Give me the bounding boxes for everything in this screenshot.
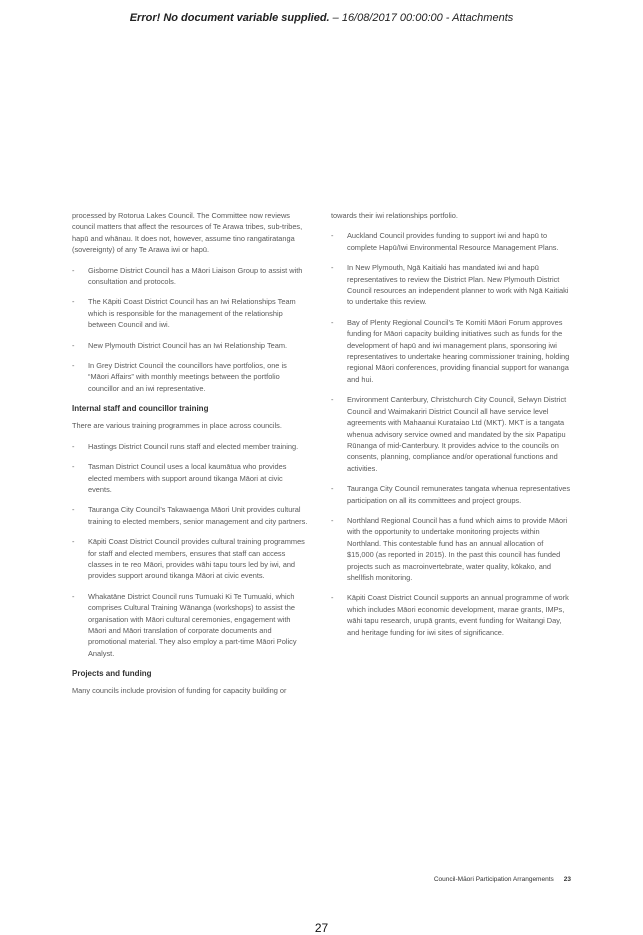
list-item: - In New Plymouth, Ngā Kaitiaki has mandated iwi and hapū representatives to review the District Plan. New Plymouth District Council resources an independent planner to work with Ngā Kaitiaki to undertake this review.	[331, 262, 571, 308]
training-para: There are various training programmes in place across councils.	[72, 421, 282, 431]
list-item: - Northland Regional Council has a fund which aims to provide Māori with the opportunity to undertake monitoring projects within Northland. This contestable fund has an annual allocation of $15,000 (as reported in 2015). In the past this council has funded projects such as macroinvertebrate, water quality, kōkako, and shellfish monitoring.	[331, 515, 571, 583]
right-intro: towards their iwi relationships portfolio.	[331, 211, 458, 220]
list-item: - Gisborne District Council has a Māori Liaison Group to assist with consultation and protocols.	[72, 265, 308, 288]
left-list-1	[72, 265, 308, 395]
list-item: - Whakatāne District Council runs Tumuaki Ki Te Tumuaki, which comprises Cultural Training Wānanga (workshops) to assist the organisation with Māori cultural ceremonies, engagement with Māori and Māori translation of corporate documents and promotional material. They also employ a part-time Māori Policy Analyst.	[72, 591, 308, 659]
header-error: Error! No document variable supplied.	[129, 12, 330, 24]
list-item: - Auckland Council provides funding to support iwi and hapū to complete Hapū/Iwi Environmental Resource Management Plans.	[331, 230, 571, 253]
page-header	[0, 12, 643, 24]
list-item: - Bay of Plenty Regional Council’s Te Komiti Māori Forum approves funding for Māori capacity building initiatives such as funds for the development of hapū and iwi management plans, sponsoring iwi representatives to undertake hearing commissioner training, holding regional Māori conferences, providing financial support for wananga and hui.	[331, 317, 571, 385]
list-item: - Environment Canterbury, Christchurch City Council, Selwyn District Council and Waimakariri District Council all have service level agreements with Mahaanui Kurataiao Ltd (MKT). MKT is a tangata whenua advisory service owned and mandated by the six Papatipu Rūnanga of mid-Canterbury. It provides advice to the councils on consents, planning, compliance and/or operational functions and activities.	[331, 394, 571, 474]
left-intro: processed by Rotorua Lakes Council. The Committee now reviews council matters that affect the resources of Te Arawa tribes, sub-tribes, hapū and whānau. It does not, however, assume tino rangatiratanga (sovereignty) of any Te Arawa iwi or hapū.	[72, 211, 303, 255]
page-number: 27	[314, 921, 329, 935]
list-item: - Tauranga City Council’s Takawaenga Māori Unit provides cultural training to elected members, senior management and city partners.	[72, 504, 308, 527]
right-column	[331, 210, 571, 647]
list-item: - Tauranga City Council remunerates tangata whenua representatives participation on all its committees and project groups.	[331, 483, 571, 506]
heading-projects: Projects and funding	[72, 669, 152, 679]
projects-para: Many councils include provision of funding for capacity building or	[72, 686, 287, 696]
list-item: - Kāpiti Coast District Council provides cultural training programmes for staff and elected members, ensures that staff can access classes in te reo Māori, provides wāhi tapu tours led by iwi, and provides support around tikanga Māori at civic events.	[72, 536, 308, 582]
footer-title: Council-Māori Participation Arrangements	[433, 876, 554, 883]
heading-training: Internal staff and councillor training	[72, 404, 209, 414]
list-item: - Tasman District Council uses a local kaumātua who provides elected members with support around tikanga Māori at civic events.	[72, 461, 308, 495]
left-list-2	[72, 441, 308, 660]
footer-page: 23	[563, 876, 571, 883]
right-list	[331, 230, 571, 638]
left-column	[72, 210, 308, 706]
header-rest: – 16/08/2017 00:00:00 - Attachments	[329, 12, 514, 24]
list-item: - Hastings District Council runs staff and elected member training.	[72, 441, 308, 452]
page-footer	[434, 876, 571, 883]
list-item: - Kāpiti Coast District Council supports an annual programme of work which includes Māori economic development, marae grants, IMPs, wāhi tapu research, urupā grants, event funding for Waitangi Day, and heritage funding for iwi sites of significance.	[331, 592, 571, 638]
list-item: - In Grey District Council the councillors have portfolios, one is “Māori Affairs” with monthly meetings between the portfolio councillor and an iwi representative.	[72, 360, 308, 394]
list-item: - The Kāpiti Coast District Council has an Iwi Relationships Team which is responsible for the management of the relationship between Council and iwi.	[72, 296, 308, 330]
list-item: - New Plymouth District Council has an Iwi Relationship Team.	[72, 340, 308, 351]
